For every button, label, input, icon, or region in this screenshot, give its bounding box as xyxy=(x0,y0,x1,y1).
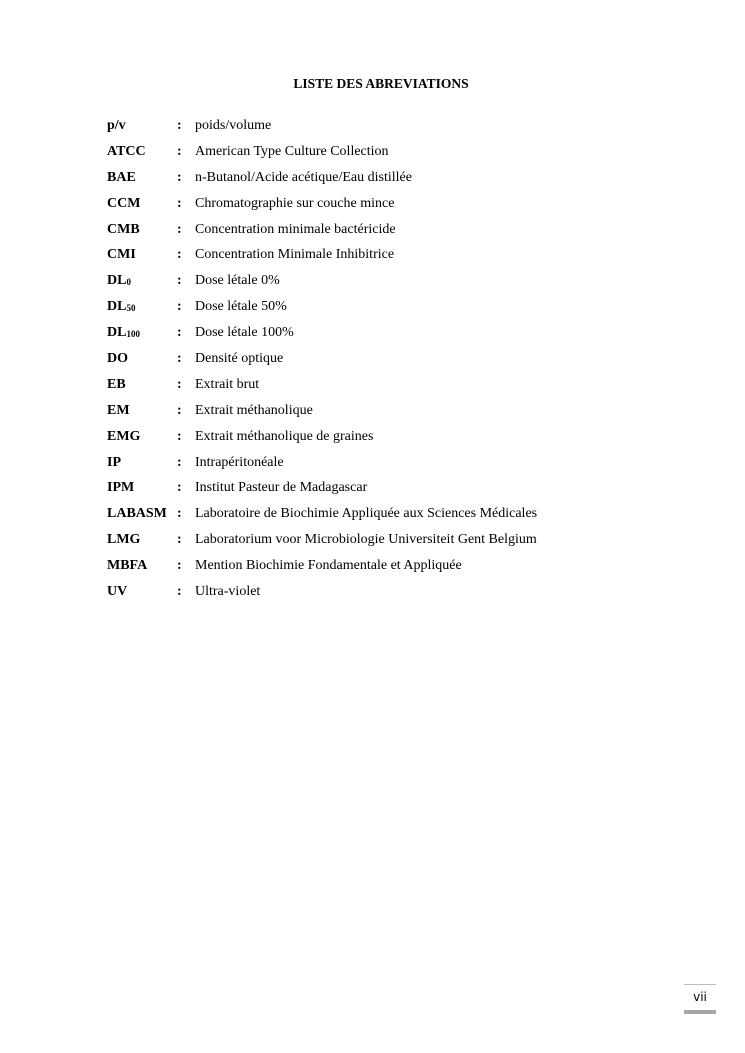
abbreviation-term: $DL_{50}$ xyxy=(107,299,136,315)
abbreviation-definition: Extrait méthanolique xyxy=(195,402,313,418)
abbreviation-definition: Dose létale 100% xyxy=(195,325,294,341)
abbreviation-separator: : xyxy=(177,221,182,237)
abbreviation-term: EM xyxy=(107,402,130,418)
abbreviation-definition: Laboratorium voor Microbiologie Universiteit Gent Belgium xyxy=(195,532,537,548)
abbreviation-separator: : xyxy=(177,480,182,496)
abbreviation-term: DO xyxy=(107,351,128,367)
abbreviation-separator: : xyxy=(177,299,182,315)
abbreviation-definition: Densité optique xyxy=(195,351,284,367)
abbreviation-row xyxy=(107,220,667,246)
abbreviation-row xyxy=(107,271,667,297)
abbreviation-separator: : xyxy=(177,247,182,263)
abbreviation-term: ATCC xyxy=(107,143,146,159)
abbreviation-definition: Dose létale 0% xyxy=(195,273,280,289)
abbreviation-term: MBFA xyxy=(107,558,148,574)
abbreviation-definition: Institut Pasteur de Madagascar xyxy=(195,480,368,496)
abbreviation-separator: : xyxy=(177,558,182,574)
abbreviation-definition: Dose létale 50% xyxy=(195,299,287,315)
abbreviation-row xyxy=(107,504,667,530)
abbreviation-term: IP xyxy=(107,454,121,470)
footer-rule-bottom xyxy=(684,1010,716,1014)
abbreviation-term: $DL_0$ xyxy=(107,273,131,289)
abbreviation-row xyxy=(107,142,667,168)
abbreviation-definition: American Type Culture Collection xyxy=(195,143,389,159)
abbreviation-term: $DL_{100}$ xyxy=(107,325,140,341)
abbreviation-term: UV xyxy=(107,584,128,600)
abbreviation-separator: : xyxy=(177,584,182,600)
abbreviation-term: p/v xyxy=(107,118,126,133)
abbreviation-term: EB xyxy=(107,376,126,392)
abbreviation-separator: : xyxy=(177,325,182,341)
abbreviation-separator: : xyxy=(177,506,182,522)
abbreviation-row xyxy=(107,168,667,194)
abbreviation-term: CMB xyxy=(107,221,140,237)
abbreviation-row xyxy=(107,323,667,349)
abbreviation-definition: n-Butanol/Acide acétique/Eau distillée xyxy=(195,169,412,185)
abbreviation-subscript: 50 xyxy=(126,303,136,314)
abbreviation-definition: Extrait brut xyxy=(195,376,260,392)
abbreviation-term: BAE xyxy=(107,169,136,185)
abbreviation-separator: : xyxy=(177,532,182,548)
abbreviation-subscript: 100 xyxy=(126,329,140,340)
abbreviation-separator: : xyxy=(177,351,182,367)
abbreviation-separator: : xyxy=(177,195,182,211)
abbreviation-definition: Ultra-violet xyxy=(195,584,261,600)
abbreviation-row xyxy=(107,556,667,582)
abbreviation-separator: : xyxy=(177,402,182,418)
abbreviation-subscript: 0 xyxy=(126,277,131,288)
abbreviation-row xyxy=(107,401,667,427)
abbreviation-term: IPM xyxy=(107,480,135,496)
abbreviation-row xyxy=(107,194,667,220)
abbreviation-separator: : xyxy=(177,376,182,392)
abbreviation-separator: : xyxy=(177,169,182,185)
abbreviation-row xyxy=(107,297,667,323)
abbreviation-definition: Chromatographie sur couche mince xyxy=(195,195,395,211)
abbreviation-definition: Concentration minimale bactéricide xyxy=(195,221,396,237)
abbreviation-definition: Concentration Minimale Inhibitrice xyxy=(195,247,395,263)
page-title: LISTE DES ABREVIATIONS xyxy=(293,76,469,91)
abbreviation-row xyxy=(107,530,667,556)
abbreviation-row xyxy=(107,349,667,375)
footer-rule-top xyxy=(684,984,716,985)
abbreviation-row xyxy=(107,427,667,453)
abbreviation-definition: Intrapéritonéale xyxy=(195,454,284,470)
abbreviation-term: EMG xyxy=(107,428,141,444)
abbreviation-list xyxy=(107,116,667,608)
abbreviation-definition: poids/volume xyxy=(195,118,272,133)
abbreviation-term: CCM xyxy=(107,195,141,211)
abbreviation-row xyxy=(107,116,667,142)
abbreviation-separator: : xyxy=(177,454,182,470)
abbreviation-row xyxy=(107,582,667,608)
abbreviation-row xyxy=(107,453,667,479)
abbreviation-term: CMI xyxy=(107,247,136,263)
abbreviation-term: LABASM xyxy=(107,506,167,522)
abbreviation-separator: : xyxy=(177,428,182,444)
abbreviation-separator: : xyxy=(177,143,182,159)
abbreviation-row xyxy=(107,478,667,504)
abbreviation-separator: : xyxy=(177,273,182,289)
abbreviation-definition: Mention Biochimie Fondamentale et Appliquée xyxy=(195,558,462,574)
abbreviation-definition: Laboratoire de Biochimie Appliquée aux Sciences Médicales xyxy=(195,506,538,522)
abbreviation-row xyxy=(107,245,667,271)
abbreviation-row xyxy=(107,375,667,401)
abbreviation-term: LMG xyxy=(107,532,141,548)
abbreviation-separator: : xyxy=(177,118,182,133)
page-number: vii xyxy=(693,990,707,1004)
abbreviation-definition: Extrait méthanolique de graines xyxy=(195,428,374,444)
